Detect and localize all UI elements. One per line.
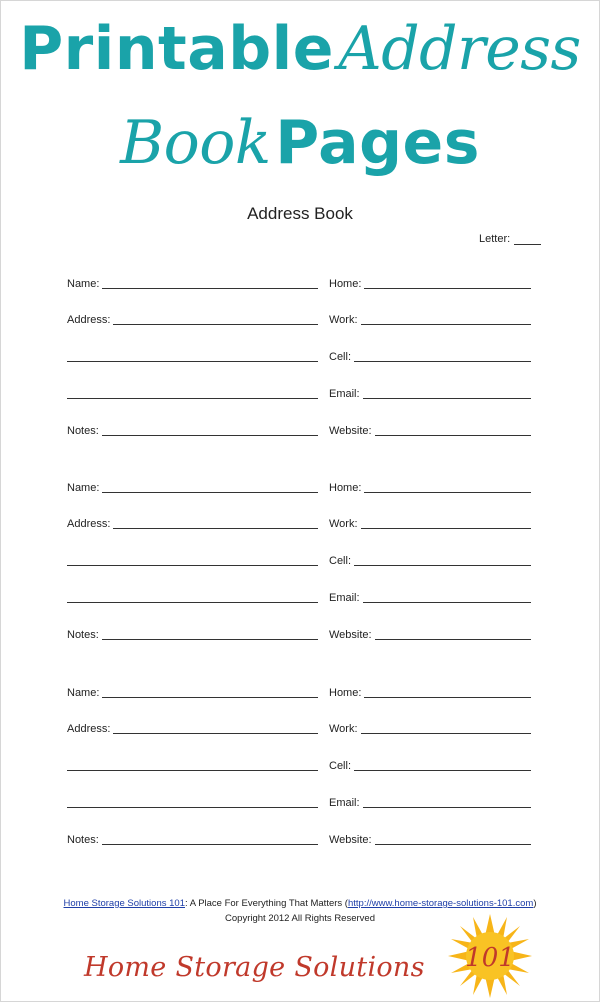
field-label: Home:	[329, 278, 362, 290]
field-label: Home:	[329, 687, 362, 699]
website-field[interactable]	[329, 422, 531, 438]
field-label: Website:	[329, 629, 372, 641]
field-label: Address:	[67, 518, 111, 530]
blank-line[interactable]	[375, 639, 531, 640]
blank-line[interactable]	[102, 639, 318, 640]
field-label: Cell:	[329, 760, 352, 772]
title-word-pages: Pages	[275, 108, 480, 178]
blank-line[interactable]	[113, 324, 318, 325]
name-field[interactable]	[67, 275, 318, 291]
address-continuation-field[interactable]	[67, 385, 318, 401]
notes-field[interactable]	[67, 626, 318, 642]
blank-line[interactable]	[364, 697, 531, 698]
address-continuation-field[interactable]	[67, 794, 318, 810]
blank-line[interactable]	[363, 602, 531, 603]
blank-line[interactable]	[67, 361, 318, 362]
email-field[interactable]	[329, 589, 531, 605]
field-label: Email:	[329, 797, 360, 809]
logo-badge: 101	[465, 943, 515, 973]
field-label: Cell:	[329, 351, 352, 363]
address-field[interactable]	[67, 515, 318, 531]
name-field[interactable]	[67, 479, 318, 495]
blank-line[interactable]	[363, 807, 531, 808]
home-field[interactable]	[329, 275, 531, 291]
blank-line[interactable]	[364, 492, 531, 493]
address-field[interactable]	[67, 311, 318, 327]
blank-line[interactable]	[361, 324, 531, 325]
blank-line[interactable]	[354, 770, 531, 771]
website-field[interactable]	[329, 626, 531, 642]
address-field[interactable]	[67, 720, 318, 736]
field-label: Email:	[329, 592, 360, 604]
blank-line[interactable]	[363, 398, 531, 399]
cell-field[interactable]	[329, 552, 531, 568]
website-field[interactable]	[329, 831, 531, 847]
work-field[interactable]	[329, 311, 531, 327]
blank-line[interactable]	[102, 697, 318, 698]
field-label: Home:	[329, 482, 362, 494]
blank-line[interactable]	[102, 288, 318, 289]
field-label: Work:	[329, 314, 358, 326]
field-label: Email:	[329, 388, 360, 400]
field-label: Address:	[67, 314, 111, 326]
footer-url-link[interactable]: http://www.home-storage-solutions-101.com	[347, 898, 534, 909]
form-heading: Address Book	[247, 204, 353, 223]
address-continuation-field[interactable]	[67, 589, 318, 605]
blank-line[interactable]	[67, 807, 318, 808]
blank-line[interactable]	[361, 733, 531, 734]
email-field[interactable]	[329, 794, 531, 810]
cell-field[interactable]	[329, 757, 531, 773]
blank-line[interactable]	[113, 733, 318, 734]
field-label: Notes:	[67, 629, 99, 641]
name-field[interactable]	[67, 684, 318, 700]
notes-field[interactable]	[67, 831, 318, 847]
page-title-line-2	[0, 108, 600, 188]
field-label: Notes:	[67, 425, 99, 437]
work-field[interactable]	[329, 515, 531, 531]
address-continuation-field[interactable]	[67, 348, 318, 364]
blank-line[interactable]	[354, 361, 531, 362]
blank-line[interactable]	[361, 528, 531, 529]
footer-tagline: : A Place For Everything That Matters (	[184, 898, 348, 909]
field-label: Name:	[67, 482, 100, 494]
blank-line[interactable]	[102, 435, 318, 436]
letter-blank-line[interactable]	[514, 244, 541, 245]
blank-line[interactable]	[67, 398, 318, 399]
footer-credit	[0, 898, 600, 909]
email-field[interactable]	[329, 385, 531, 401]
notes-field[interactable]	[67, 422, 318, 438]
title-word-book: Book	[120, 108, 271, 178]
field-label: Work:	[329, 518, 358, 530]
home-field[interactable]	[329, 684, 531, 700]
home-field[interactable]	[329, 479, 531, 495]
cell-field[interactable]	[329, 348, 531, 364]
logo-text: Home Storage Solutions	[84, 952, 425, 983]
work-field[interactable]	[329, 720, 531, 736]
field-label: Website:	[329, 834, 372, 846]
letter-field[interactable]	[479, 233, 541, 245]
field-label: Notes:	[67, 834, 99, 846]
title-word-address: Address	[338, 14, 581, 84]
blank-line[interactable]	[67, 565, 318, 566]
blank-line[interactable]	[375, 844, 531, 845]
blank-line[interactable]	[354, 565, 531, 566]
blank-line[interactable]	[67, 770, 318, 771]
address-continuation-field[interactable]	[67, 757, 318, 773]
footer-copyright: Copyright 2012 All Rights Reserved	[225, 913, 375, 924]
field-label: Work:	[329, 723, 358, 735]
footer-close-paren: )	[533, 898, 537, 909]
blank-line[interactable]	[375, 435, 531, 436]
field-label: Address:	[67, 723, 111, 735]
field-label: Name:	[67, 687, 100, 699]
blank-line[interactable]	[113, 528, 318, 529]
address-continuation-field[interactable]	[67, 552, 318, 568]
footer-site-link[interactable]: Home Storage Solutions 101	[63, 898, 185, 909]
field-label: Name:	[67, 278, 100, 290]
blank-line[interactable]	[67, 602, 318, 603]
title-word-printable: Printable	[19, 14, 334, 84]
sun-icon	[446, 912, 534, 1000]
blank-line[interactable]	[102, 844, 318, 845]
field-label: Cell:	[329, 555, 352, 567]
blank-line[interactable]	[364, 288, 531, 289]
field-label: Website:	[329, 425, 372, 437]
letter-label: Letter:	[479, 233, 511, 245]
blank-line[interactable]	[102, 492, 318, 493]
page-title-line-1	[0, 14, 600, 94]
